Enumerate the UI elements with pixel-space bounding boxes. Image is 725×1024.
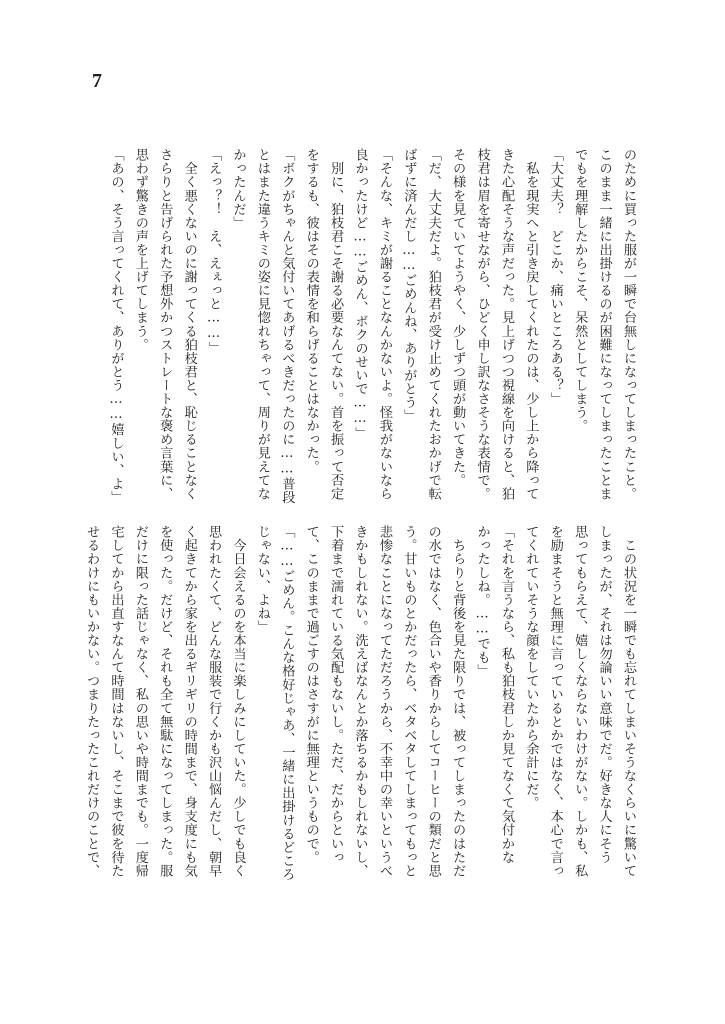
- text-line: このまま一緒に出掛けるのが困難になってしまったことま: [596, 148, 612, 501]
- text-line: 「そんな、キミが謝ることなんかないよ。怪我がないなら: [376, 148, 392, 501]
- text-line: 枝君は眉を寄せながら、ひどく申し訳なさそうな表情で。: [474, 148, 490, 501]
- text-line: じゃない、よね」: [254, 525, 270, 634]
- text-line: だけに限った話じゃなく、私の思いや時間までも。一度帰: [132, 525, 148, 878]
- text-line: さらりと告げられた予想外かつストレートな褒め言葉に、: [157, 148, 173, 501]
- text-line: ばずに済んだし……ごめんね、ありがとう」: [401, 148, 417, 423]
- text-line: のために買った服が一瞬で台無しになってしまったこと。: [621, 148, 636, 501]
- text-line: 宅してから出直すなんて時間はないし、そこまで彼を待た: [108, 525, 124, 878]
- text-line: の水ではなく、色合いや香りからしてコーヒーの類だと思: [425, 525, 441, 878]
- text-line: せるわけにもいかない。つまりたったこれだけのことで、: [84, 525, 100, 878]
- text-line: 今日会えるのを本当に楽しみにしていた。少しでも良く: [230, 525, 246, 878]
- text-line: この状況を一瞬でも忘れてしまいそうなくらいに驚いて: [621, 525, 636, 878]
- text-line: 「えっ？！ え、えぇっと……」: [206, 148, 222, 355]
- text-line: その様を見ていてようやく、少しずつ頭が動いてきた。: [450, 148, 466, 487]
- text-line: 私を現実へと引き戻してくれたのは、少し上から降って: [523, 148, 539, 501]
- text-line: 良かったけど……ごめん、ボクのせいで……」: [352, 148, 368, 440]
- text-line: 「だ、大丈夫だよ。狛枝君が受け止めてくれたおかげで転: [425, 148, 441, 501]
- text-line: きた心配そうな声だった。見上げつつ視線を向けると、狛: [498, 148, 514, 501]
- text-line: とはまた違うキミの姿に見惚れちゃって、周りが見えてな: [254, 148, 270, 501]
- text-line: かったんだ」: [230, 148, 246, 230]
- text-line: きかもしれない。洗えばなんとか落ちるかもしれないし、: [352, 525, 368, 878]
- text-line: を使った。だけど、それも全て無駄になってしまった。服: [157, 525, 173, 878]
- text-line: てくれていそうな顔をしていたから余計にだ。: [523, 525, 539, 810]
- text-line: でもを理解したからこそ、呆然としてしまう。: [572, 148, 588, 433]
- text-line: 「あの、そう言ってくれて、ありがとう……嬉しい、よ」: [108, 148, 124, 504]
- text-line: かったしね。……でも」: [474, 525, 490, 678]
- text-line: 全く悪くないのに謝ってくる狛枝君と、恥じることなく: [181, 148, 197, 501]
- text-line: 「ボクがちゃんと気付いてあげるべきだったのに……普段: [279, 148, 295, 504]
- text-line: て、このままで過ごすのはさすがに無理というもので。: [303, 525, 319, 864]
- text-line: 思ってもらえて、嬉しくならないわけがない。しかも、私: [572, 525, 588, 878]
- text-block-lower: [79, 525, 640, 895]
- text-line: 下着まで濡れている気配もないし。ただ、だからといっ: [328, 525, 344, 864]
- text-line: を励まそうと無理に言っているとかではなく、本心で言っ: [547, 525, 563, 878]
- text-line: をするも、彼はその表情を和らげることはなかった。: [303, 148, 319, 474]
- text-line: く起きてから家を出るギリギリの時間まで、身支度にも気: [181, 525, 197, 878]
- text-line: しまったが、それは勿論いい意味でだ。好きな人にそう: [596, 525, 612, 864]
- text-line: 悲惨なことになってただろうから、不幸中の幸いというべ: [376, 525, 392, 878]
- text-line: ちらりと背後を見た限りでは、被ってしまったのはただ: [450, 525, 466, 878]
- text-line: 「大丈夫？ どこか、痛いところある？」: [547, 148, 563, 406]
- text-line: 思わず驚きの声を上げてしまう。: [132, 148, 148, 352]
- text-line: 別に、狛枝君こそ謝る必要なんてない。首を振って否定: [328, 148, 344, 501]
- text-block-upper: [103, 148, 640, 504]
- text-line: 「それを言うなら、私も狛枝君しか見てなくて気付かな: [498, 525, 514, 864]
- text-line: 思われたくて、どんな服装で行くかも沢山悩んだし、朝早: [206, 525, 222, 878]
- text-line: う。甘いものとかだったら、ベタベタしてしまってもっと: [401, 525, 417, 878]
- text-line: 「……ごめん。こんな格好じゃあ、一緒に出掛けるどころ: [279, 525, 295, 881]
- page-number: 7: [92, 70, 102, 92]
